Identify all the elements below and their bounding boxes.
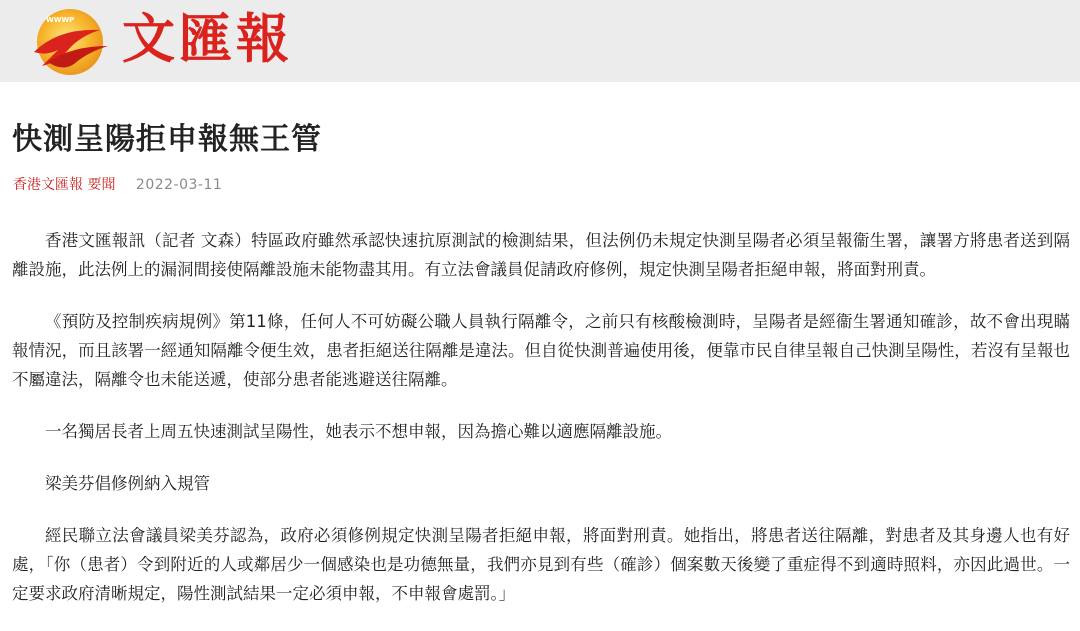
- article-paragraph: 《預防及控制疾病規例》第11條，任何人不可妨礙公職人員執行隔離令，之前只有核酸檢測時，呈陽者是經衞生署通知確診，故不會出現瞞報情況，而且該署一經通知隔離令便生效，患者拒絕送往隔離是違法。但自從快測普遍使用後，便靠市民自律呈報自己快測呈陽性，若沒有呈報也不屬違法，隔離令也未能送遞，使部分患者能逃避送往隔離。: [12, 312, 1070, 389]
- article-paragraph: 經民聯立法會議員梁美芬認為，政府必須修例規定快測呈陽者拒絕申報，將面對刑責。她指出，將患者送往隔離，對患者及其身邊人也有好處，「你（患者）令到附近的人或鄰居少一個感染也是功德無量，我們亦見到有些（確診）個案數天後變了重症得不到適時照料，亦因此過世。一定要求政府清晰規定，陽性測試結果一定必須申報，不申報會處罰。」: [12, 526, 1070, 603]
- category-link[interactable]: 要聞: [87, 177, 116, 193]
- article-title: 快測呈陽拒申報無王管: [12, 122, 322, 157]
- article-body: [12, 226, 1070, 631]
- article-paragraph: 香港文匯報訊（記者 文森）特區政府雖然承認快速抗原測試的檢測結果，但法例仍未規定快測呈陽者必須呈報衞生署，讓署方將患者送到隔離設施，此法例上的漏洞間接使隔離設施未能物盡其用。有立法會議員促請政府修例，規定快測呈陽者拒絕申報，將面對刑責。: [12, 231, 1070, 279]
- publish-date: 2022-03-11: [135, 177, 223, 193]
- article-subheading: 梁美芬倡修例納入規管: [45, 474, 210, 493]
- source-link[interactable]: 香港文匯報: [13, 177, 83, 193]
- logo-wordmark: 文匯報: [122, 8, 293, 70]
- site-header: [0, 0, 1080, 82]
- article-paragraph: 一名獨居長者上周五快速測試呈陽性，她表示不想申報，因為擔心難以適應隔離設施。: [45, 422, 672, 441]
- article-meta: [13, 174, 222, 194]
- logo-badge-text: WWWP: [46, 16, 75, 24]
